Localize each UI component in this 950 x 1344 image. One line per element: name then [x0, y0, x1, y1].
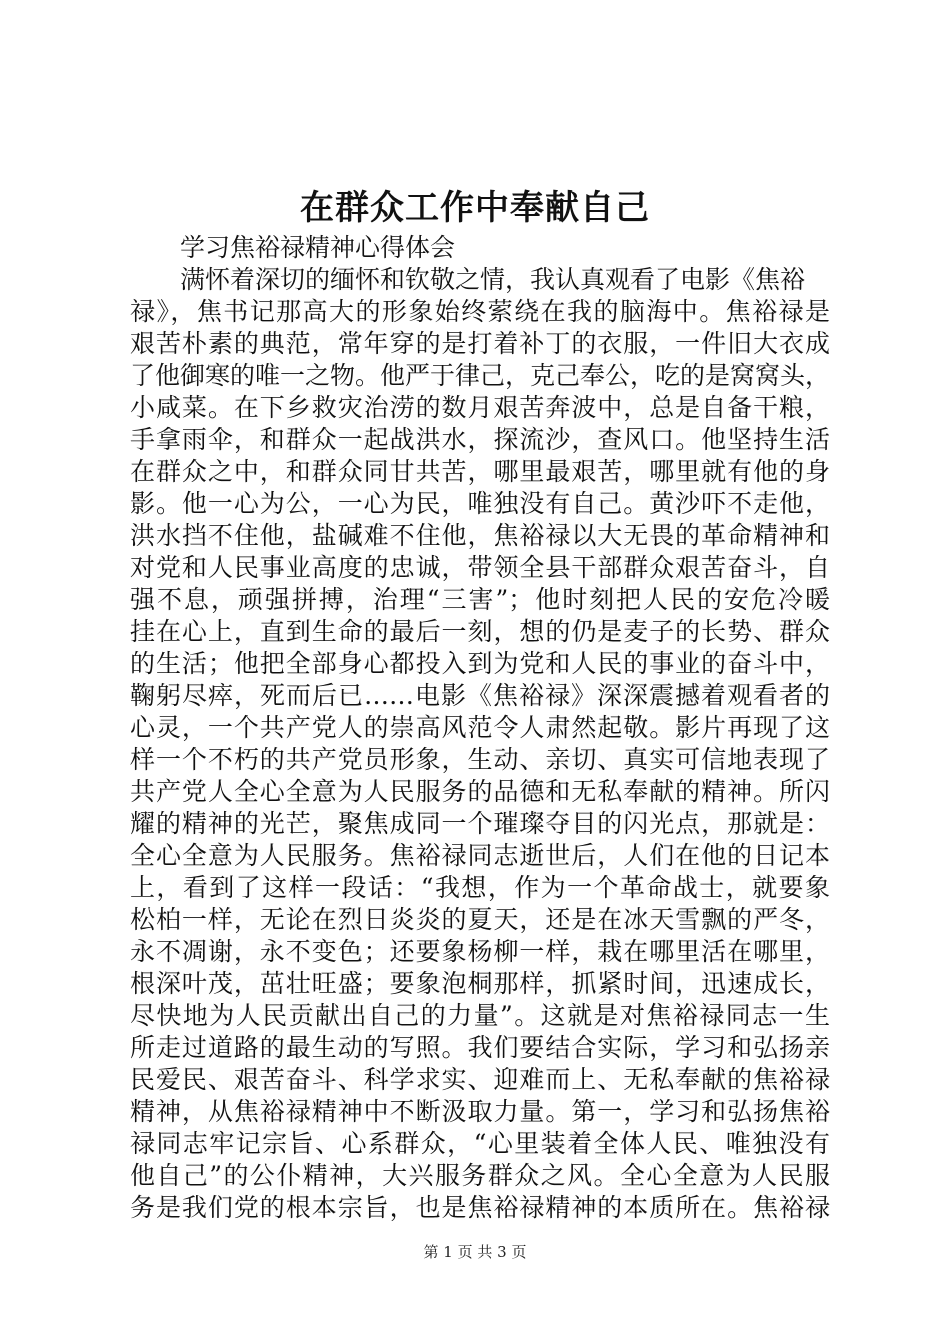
paragraph-line: 挂在心上，直到生命的最后一刻，想的仍是麦子的长势、群众: [130, 617, 830, 646]
paragraph-line: 务是我们党的根本宗旨，也是焦裕禄精神的本质所在。焦裕禄: [130, 1193, 830, 1222]
paragraph-line: 鞠躬尽瘁，死而后已……电影《焦裕禄》深深震撼着观看者的: [130, 681, 830, 710]
paragraph-line: 艰苦朴素的典范，常年穿的是打着补丁的衣服，一件旧大衣成: [130, 329, 830, 358]
document-subtitle: 学习焦裕禄精神心得体会: [180, 233, 456, 262]
paragraph-line: 满怀着深切的缅怀和钦敬之情，我认真观看了电影《焦裕: [180, 265, 806, 294]
paragraph-line: 耀的精神的光芒，聚焦成同一个璀璨夺目的闪光点，那就是：: [130, 809, 830, 838]
page-title: 在群众工作中奉献自己: [300, 188, 650, 228]
paragraph-line: 了他御寒的唯一之物。他严于律己，克己奉公，吃的是窝窝头，: [130, 361, 831, 390]
paragraph-line: 的生活；他把全部身心都投入到为党和人民的事业的奋斗中，: [130, 649, 830, 678]
paragraph-line: 所走过道路的最生动的写照。我们要结合实际，学习和弘扬亲: [130, 1033, 830, 1062]
paragraph-line: 他自己”的公仆精神，大兴服务群众之风。全心全意为人民服: [130, 1161, 830, 1190]
paragraph-line: 全心全意为人民服务。焦裕禄同志逝世后，人们在他的日记本: [130, 841, 830, 870]
paragraph-line: 对党和人民事业高度的忠诚，带领全县干部群众艰苦奋斗，自: [130, 553, 830, 582]
paragraph-line: 手拿雨伞，和群众一起战洪水，探流沙，查风口。他坚持生活: [130, 425, 830, 454]
paragraph-line: 松柏一样，无论在烈日炎炎的夏天，还是在冰天雪飘的严冬，: [130, 905, 830, 934]
paragraph-line: 样一个不朽的共产党员形象，生动、亲切、真实可信地表现了: [130, 745, 830, 774]
paragraph-line: 心灵，一个共产党人的崇高风范令人肃然起敬。影片再现了这: [130, 713, 830, 742]
paragraph-line: 在群众之中，和群众同甘共苦，哪里最艰苦，哪里就有他的身: [130, 457, 830, 486]
paragraph-line: 禄》，焦书记那高大的形象始终萦绕在我的脑海中。焦裕禄是: [130, 297, 830, 326]
page-footer: 第 1 页 共 3 页: [423, 1243, 527, 1261]
paragraph-line: 共产党人全心全意为人民服务的品德和无私奉献的精神。所闪: [130, 777, 830, 806]
paragraph-line: 尽快地为人民贡献出自己的力量”。这就是对焦裕禄同志一生: [130, 1001, 830, 1030]
paragraph-line: 精神，从焦裕禄精神中不断汲取力量。第一，学习和弘扬焦裕: [130, 1097, 830, 1126]
paragraph-line: 禄同志牢记宗旨、心系群众，“心里装着全体人民、唯独没有: [130, 1129, 830, 1158]
paragraph-line: 洪水挡不住他，盐碱难不住他，焦裕禄以大无畏的革命精神和: [130, 521, 830, 550]
paragraph-line: 永不凋谢，永不变色；还要象杨柳一样，栽在哪里活在哪里，: [130, 937, 830, 966]
paragraph-line: 根深叶茂，茁壮旺盛；要象泡桐那样，抓紧时间，迅速成长，: [130, 969, 830, 998]
paragraph-line: 上，看到了这样一段话：“我想，作为一个革命战士，就要象: [130, 873, 830, 902]
paragraph-line: 小咸菜。在下乡救灾治涝的数月艰苦奔波中，总是自备干粮，: [130, 393, 830, 422]
document-body: [130, 232, 830, 1224]
paragraph-line: 民爱民、艰苦奋斗、科学求实、迎难而上、无私奉献的焦裕禄: [130, 1065, 830, 1094]
paragraph-line: 影。他一心为公，一心为民，唯独没有自己。黄沙吓不走他，: [130, 489, 830, 518]
paragraph-line: 强不息，顽强拼搏，治理“三害”；他时刻把人民的安危冷暖: [130, 585, 830, 614]
